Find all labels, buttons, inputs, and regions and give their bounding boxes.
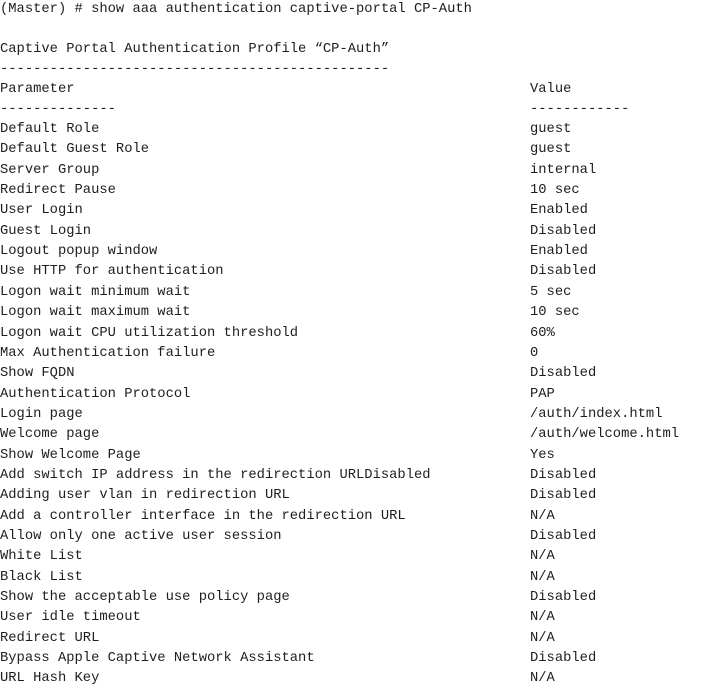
parameter-value: N/A bbox=[530, 630, 555, 646]
parameter-value: guest bbox=[530, 142, 572, 158]
parameter-value: Disabled bbox=[530, 529, 597, 544]
parameter-name: Server Group bbox=[0, 162, 100, 178]
parameter-name: Welcome page bbox=[0, 427, 100, 443]
parameter-value: guest bbox=[530, 122, 572, 137]
parameter-name: URL Hash Key bbox=[0, 671, 100, 687]
parameter-name: Guest Login bbox=[0, 223, 92, 239]
parameter-name: Default Guest Role bbox=[0, 142, 150, 158]
parameter-value: Disabled bbox=[530, 264, 597, 280]
parameter-value: N/A bbox=[530, 569, 555, 585]
table-header bbox=[0, 80, 572, 100]
parameter-value: Disabled bbox=[530, 467, 597, 483]
parameter-value: N/A bbox=[530, 549, 555, 565]
parameter-name: Default Role bbox=[0, 122, 100, 137]
title-divider bbox=[0, 60, 390, 80]
parameter-value: internal bbox=[530, 162, 597, 178]
parameter-value: Disabled bbox=[530, 488, 597, 504]
parameter-name: Redirect Pause bbox=[0, 183, 116, 199]
parameter-value: N/A bbox=[530, 671, 555, 687]
profile-title-text: Captive Portal Authentication Profile “CP-Auth” bbox=[0, 42, 390, 57]
profile-title bbox=[0, 40, 390, 60]
title-divider-text: ----------------------------------------------- bbox=[0, 62, 390, 77]
parameter-name: Login page bbox=[0, 406, 83, 422]
parameter-value: Disabled bbox=[530, 651, 597, 667]
parameter-name: Bypass Apple Captive Network Assistant bbox=[0, 651, 315, 667]
parameter-value: N/A bbox=[530, 508, 555, 524]
parameter-name: Adding user vlan in redirection URL bbox=[0, 488, 290, 504]
parameter-name: Max Authentication failure bbox=[0, 345, 216, 361]
value-column-header: Value bbox=[530, 82, 572, 97]
parameter-name: Show FQDN bbox=[0, 366, 75, 382]
parameter-value: 0 bbox=[530, 345, 539, 361]
parameter-value: Enabled bbox=[530, 203, 588, 219]
parameter-value: Disabled bbox=[530, 223, 597, 239]
parameter-value: Disabled bbox=[530, 366, 597, 382]
parameter-name: Redirect URL bbox=[0, 630, 100, 646]
parameter-name: Black List bbox=[0, 569, 83, 585]
parameter-name: Logon wait maximum wait bbox=[0, 305, 191, 321]
parameter-name: Logout popup window bbox=[0, 244, 158, 260]
command-line bbox=[0, 0, 472, 20]
parameter-name: Show the acceptable use policy page bbox=[0, 590, 290, 606]
parameter-value: 10 sec bbox=[530, 183, 580, 199]
parameter-name: Add switch IP address in the redirection URLDisabled bbox=[0, 467, 431, 483]
parameter-name: Use HTTP for authentication bbox=[0, 264, 224, 280]
parameter-value: Disabled bbox=[530, 590, 597, 606]
parameter-name: Allow only one active user session bbox=[0, 529, 282, 544]
parameter-value: /auth/index.html bbox=[530, 406, 663, 422]
parameter-name: Add a controller interface in the redirection URL bbox=[0, 508, 406, 524]
parameter-name: Logon wait CPU utilization threshold bbox=[0, 325, 299, 341]
parameter-name: Logon wait minimum wait bbox=[0, 284, 191, 300]
header-divider bbox=[0, 100, 630, 120]
command-text: (Master) # show aaa authentication captive-portal CP-Auth bbox=[0, 2, 472, 17]
parameter-column-header: Parameter bbox=[0, 82, 75, 97]
parameter-value: 60% bbox=[530, 325, 555, 341]
parameter-name: Authentication Protocol bbox=[0, 386, 191, 402]
parameter-value: /auth/welcome.html bbox=[530, 427, 680, 443]
value-header-divider: ------------ bbox=[530, 102, 630, 117]
parameter-name: Show Welcome Page bbox=[0, 447, 141, 463]
parameter-value: 10 sec bbox=[530, 305, 580, 321]
parameter-name: User idle timeout bbox=[0, 610, 141, 626]
parameter-value: Yes bbox=[530, 447, 555, 463]
parameter-value: N/A bbox=[530, 610, 555, 626]
parameter-value: PAP bbox=[530, 386, 555, 402]
parameter-value: 5 sec bbox=[530, 284, 572, 300]
parameter-value: Enabled bbox=[530, 244, 588, 260]
parameter-header-divider: -------------- bbox=[0, 102, 116, 117]
parameter-name: User Login bbox=[0, 203, 83, 219]
parameter-name: White List bbox=[0, 549, 83, 565]
